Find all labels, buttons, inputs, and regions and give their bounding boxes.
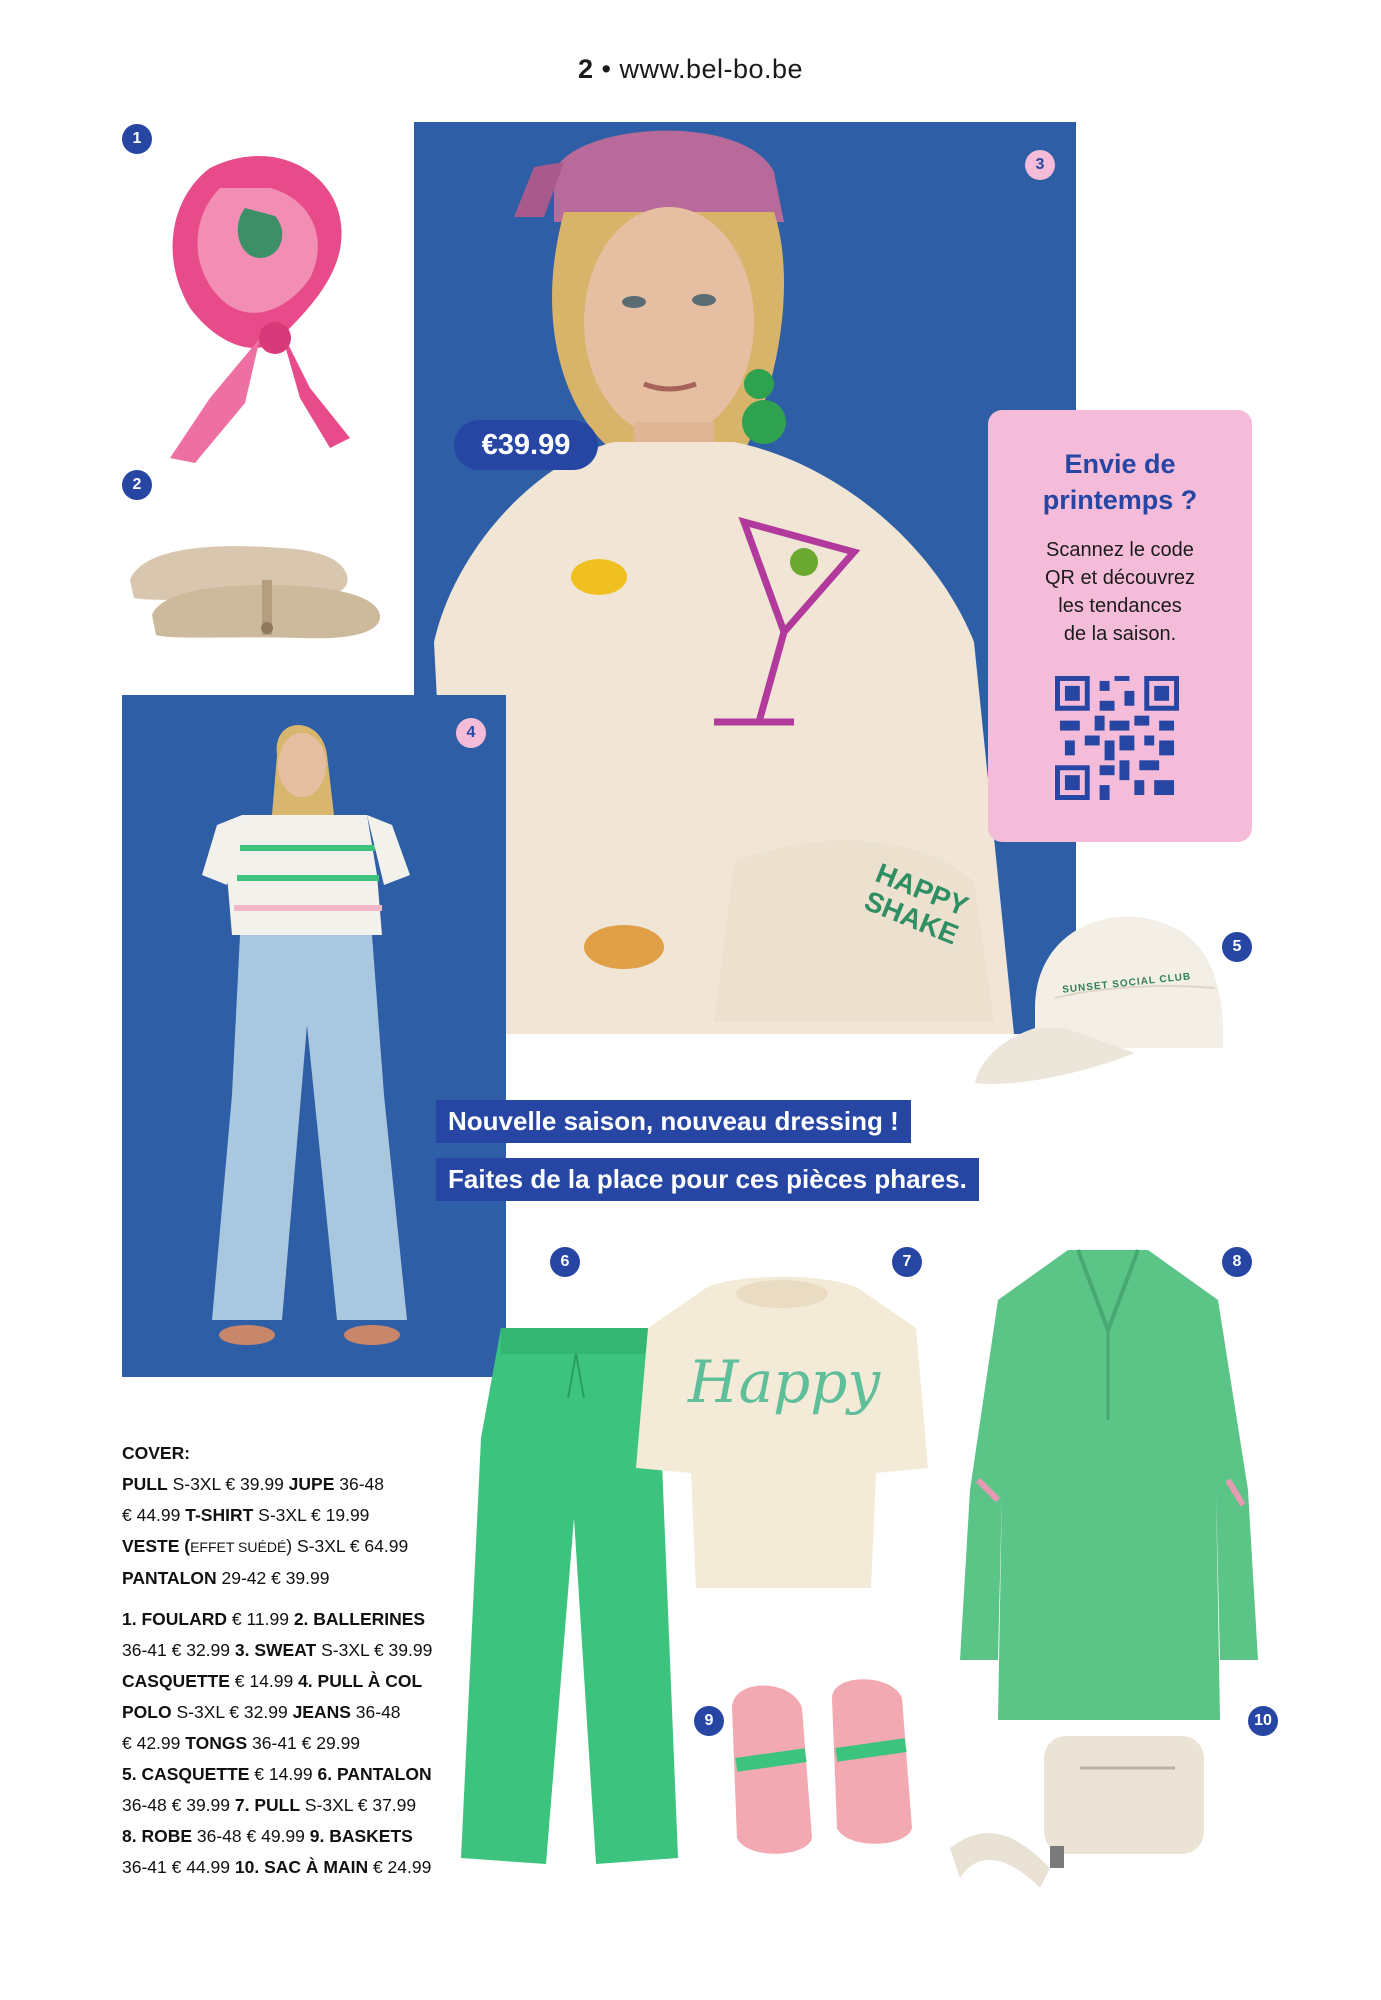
legend-cover-line: VESTE (EFFET SUÉDÉ) S-3XL € 64.99 [122, 1536, 409, 1556]
model-full-photo [122, 695, 506, 1377]
price-legend [122, 1438, 462, 1883]
page-number: 2 [577, 54, 594, 84]
dress-image [958, 1240, 1260, 1752]
product-badge-4: 4 [456, 718, 486, 748]
cap-image [975, 888, 1237, 1098]
header-url[interactable]: www.bel-bo.be [619, 54, 804, 84]
qr-card [988, 410, 1252, 842]
legend-item-line: CASQUETTE € 14.99 4. PULL À COL [122, 1671, 423, 1691]
legend-cover-line: PULL S-3XL € 39.99 JUPE 36-48 [122, 1474, 385, 1494]
legend-cover-line: € 44.99 T-SHIRT S-3XL € 19.99 [122, 1505, 370, 1525]
price-badge: €39.99 [454, 420, 598, 470]
headline-line2: Faites de la place pour ces pièces phares. [436, 1158, 979, 1201]
qr-card-text [988, 536, 1252, 648]
legend-spacer [122, 1594, 462, 1604]
legend-item-line: 8. ROBE 36-48 € 49.99 9. BASKETS [122, 1826, 413, 1846]
legend-cover-line: PANTALON 29-42 € 39.99 [122, 1568, 330, 1588]
qr-text-line2: QR et découvrez [1044, 567, 1196, 589]
qr-title-line1: Envie de [1064, 449, 1176, 479]
qr-text-line4: de la saison. [1063, 623, 1177, 645]
legend-item-line: € 42.99 TONGS 36-41 € 29.99 [122, 1733, 361, 1753]
scarf-image [150, 138, 382, 470]
legend-item-line: 36-48 € 39.99 7. PULL S-3XL € 37.99 [122, 1795, 417, 1815]
sweater-image [636, 1268, 928, 1600]
qr-card-title [988, 446, 1252, 518]
ballerines-image [122, 520, 387, 645]
model-full-illustration [122, 695, 506, 1377]
qr-text-line3: les tendances [1058, 595, 1182, 617]
product-badge-3: 3 [1025, 150, 1055, 180]
legend-item-line: 36-41 € 44.99 10. SAC À MAIN € 24.99 [122, 1857, 432, 1877]
legend-cover-title: COVER: [122, 1443, 191, 1463]
product-badge-9: 9 [694, 1706, 724, 1736]
qr-code[interactable] [1055, 676, 1179, 800]
product-badge-5: 5 [1222, 932, 1252, 962]
product-badge-1: 1 [122, 124, 152, 154]
product-badge-8: 8 [1222, 1247, 1252, 1277]
legend-item-line: 36-41 € 32.99 3. SWEAT S-3XL € 39.99 [122, 1640, 433, 1660]
sleeve-text: HAPPY SHAKE [860, 857, 973, 951]
headline-line1: Nouvelle saison, nouveau dressing ! [436, 1100, 911, 1143]
bag-image [950, 1728, 1250, 1900]
sneakers-image [722, 1668, 922, 1864]
legend-item-line: 1. FOULARD € 11.99 2. BALLERINES [122, 1609, 426, 1629]
legend-item-line: POLO S-3XL € 32.99 JEANS 36-48 [122, 1702, 401, 1722]
product-badge-10: 10 [1248, 1706, 1278, 1736]
product-badge-2: 2 [122, 470, 152, 500]
cap-text: SUNSET SOCIAL CLUB [1061, 971, 1192, 996]
product-badge-7: 7 [892, 1247, 922, 1277]
legend-item-line: 5. CASQUETTE € 14.99 6. PANTALON [122, 1764, 432, 1784]
sweater-text: Happy [688, 1348, 881, 1416]
product-badge-6: 6 [550, 1247, 580, 1277]
header-separator: • [601, 54, 612, 84]
qr-title-line2: printemps ? [1042, 485, 1198, 515]
qr-text-line1: Scannez le code [1046, 539, 1194, 561]
page-header [0, 54, 1381, 85]
